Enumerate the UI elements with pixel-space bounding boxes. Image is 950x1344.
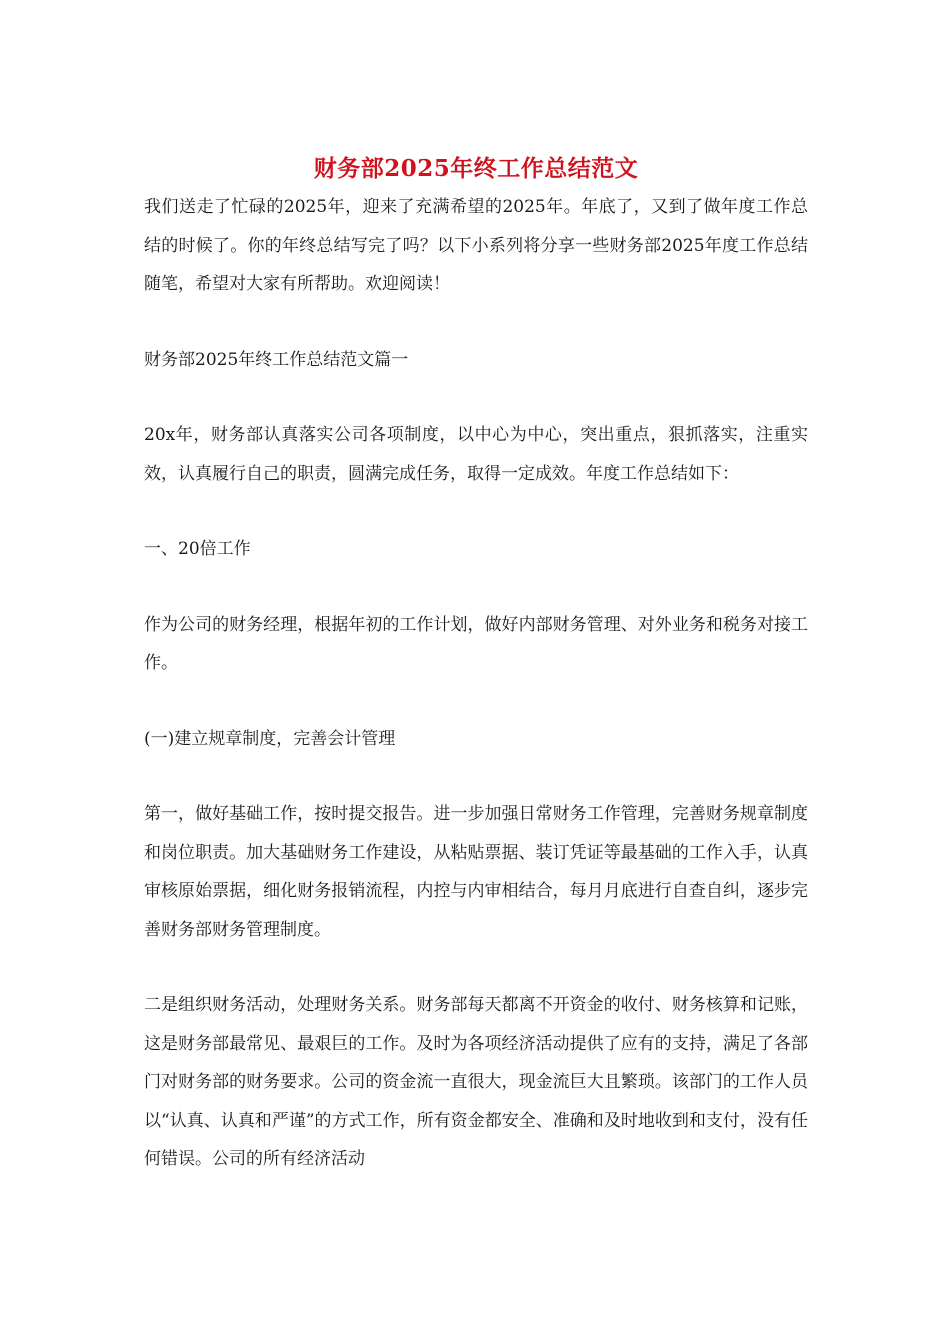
document-title: 财务部2025年终工作总结范文 [313, 155, 639, 182]
section-heading-part-one: 财务部2025年终工作总结范文篇一 [144, 349, 409, 370]
intro-paragraph: 我们送走了忙碌的2025年，迎来了充满希望的2025年。年底了，又到了做年度工作总结的时候了。你的年终总结写完了吗？以下小系列将分享一些财务部2025年度工作总结随笔，希望对大家有所帮助。欢迎阅读！ [144, 197, 808, 294]
first-point-paragraph: 第一，做好基础工作，按时提交报告。进一步加强日常财务工作管理，完善财务规章制度和岗位职责。加大基础财务工作建设，从粘贴票据、装订凭证等最基础的工作入手，认真审核原始票据，细化财务报销流程，内控与内审相结合，每月月底进行自查自纠，逐步完善财务部财务管理制度。 [144, 804, 808, 940]
section-heading-1: 一、20倍工作 [144, 539, 251, 559]
role-paragraph: 作为公司的财务经理，根据年初的工作计划，做好内部财务管理、对外业务和税务对接工作。 [144, 614, 808, 673]
overview-paragraph: 20x年，财务部认真落实公司各项制度，以中心为中心，突出重点，狠抓落实，注重实效，认真履行自己的职责，圆满完成任务，取得一定成效。年度工作总结如下： [144, 425, 808, 484]
document-body [144, 150, 808, 1216]
second-point-paragraph: 二是组织财务活动，处理财务关系。财务部每天都离不开资金的收付、财务核算和记账，这是财务部最常见、最艰巨的工作。及时为各项经济活动提供了应有的支持，满足了各部门对财务部的财务要求。公司的资金流一直很大，现金流巨大且繁琐。该部门的工作人员以“认真、认真和严谨”的方式工作，所有资金都安全、准确和及时地收到和支付，没有任何错误。公司的所有经济活动 [144, 995, 808, 1169]
subsection-heading-1: (一)建立规章制度，完善会计管理 [144, 728, 396, 749]
